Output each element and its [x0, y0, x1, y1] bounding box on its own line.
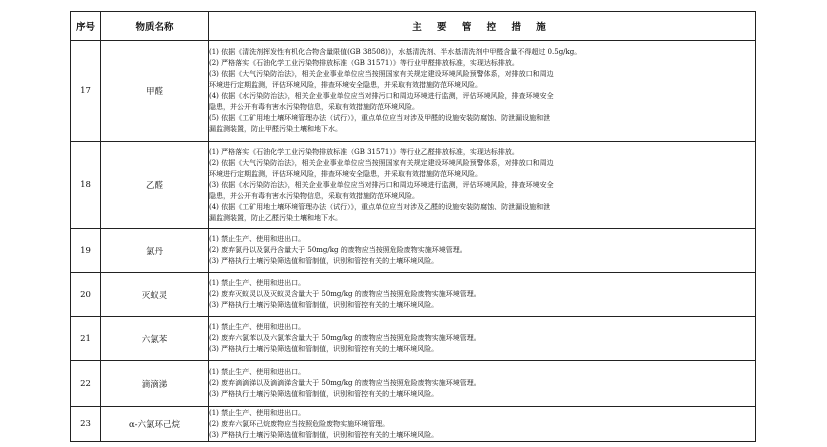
- serial-number-cell: 20: [71, 273, 101, 317]
- serial-number-cell: 19: [71, 229, 101, 273]
- measure-line: (2) 废弃六氯苯以及六氯苯含量大于 50mg/kg 的废物应当按照危险废物实施环境管理。: [209, 334, 481, 342]
- serial-number-cell: 21: [71, 317, 101, 361]
- measure-line: (3) 严格执行土壤污染筛选值和管制值，识别和管控有关的土壤环境风险。: [209, 345, 439, 353]
- table-row: [71, 407, 756, 442]
- control-measures-cell: [209, 142, 756, 229]
- measure-line: 漏监测装置，防止甲醛污染土壤和地下水。: [209, 125, 342, 133]
- substance-name-cell: 六氯苯: [101, 317, 209, 361]
- measure-line: (3) 严格执行土壤污染筛选值和管制值，识别和管控有关的土壤环境风险。: [209, 430, 439, 439]
- serial-number-cell: 23: [71, 407, 101, 442]
- table-row: [71, 273, 756, 317]
- substance-name-cell: 乙醛: [101, 142, 209, 229]
- control-measures-cell: [209, 317, 756, 361]
- measure-line: (4) 依据《工矿用地土壤环境管理办法（试行）》，重点单位应当对涉及乙醛的设施安装防腐蚀、防泄漏设施和泄: [209, 202, 551, 211]
- measure-line: (2) 废弃六氯环己烷废物应当按照危险废物实施环境管理。: [209, 419, 390, 428]
- substance-name-cell: 氯丹: [101, 229, 209, 273]
- measure-line: (2) 废弃滴滴涕以及滴滴涕含量大于 50mg/kg 的废物应当按照危险废物实施环境管理。: [209, 379, 481, 387]
- measure-line: (3) 严格执行土壤污染筛选值和管制值，识别和管控有关的土壤环境风险。: [209, 257, 439, 265]
- measure-line: 漏监测装置，防止乙醛污染土壤和地下水。: [209, 213, 342, 222]
- substance-name-cell: 甲醛: [101, 41, 209, 142]
- measure-line: (3) 依据《水污染防治法》，相关企业事业单位应当对排污口和周边环境进行监测，评估环境风险，排查环境安全: [209, 180, 554, 189]
- measure-line: 隐患，并公开有毒有害水污染物信息，采取有效措施防范环境风险。: [209, 191, 419, 200]
- control-measures-cell: [209, 41, 756, 142]
- control-measures-cell: [209, 361, 756, 407]
- measure-line: (3) 严格执行土壤污染筛选值和管制值，识别和管控有关的土壤环境风险。: [209, 301, 439, 309]
- measure-line: (4) 依据《水污染防治法》，相关企业事业单位应当对排污口和周边环境进行监测，评估环境风险，排查环境安全: [209, 92, 554, 100]
- header-control-measures: 主 要 管 控 措 施: [209, 12, 756, 41]
- serial-number-cell: 17: [71, 41, 101, 142]
- header-serial-number: 序号: [71, 12, 101, 41]
- measure-line: 隐患，并公开有毒有害水污染物信息，采取有效措施防范环境风险。: [209, 103, 419, 111]
- measure-line: (1) 禁止生产、使用和进出口。: [209, 323, 306, 331]
- substance-name-cell: α-六氯环己烷: [101, 407, 209, 442]
- measure-line: (5) 依据《工矿用地土壤环境管理办法（试行）》，重点单位应当对涉及甲醛的设施安装防腐蚀、防泄漏设施和泄: [209, 114, 551, 122]
- control-measures-cell: [209, 229, 756, 273]
- table-header-row: [71, 12, 756, 41]
- measure-line: 环境进行定期监测，评估环境风险，排查环境安全隐患，并采取有效措施防范环境风险。: [209, 81, 482, 89]
- table-row: [71, 41, 756, 142]
- serial-number-cell: 22: [71, 361, 101, 407]
- substance-name-cell: 灭蚁灵: [101, 273, 209, 317]
- substance-control-table: [70, 11, 756, 442]
- measure-line: (1) 严格落实《石油化学工业污染物排放标准（GB 31571）》等行业乙醛排放标准，实现达标排放。: [209, 147, 519, 156]
- measure-line: (1) 禁止生产、使用和进出口。: [209, 408, 306, 417]
- measure-line: (2) 依据《大气污染防治法》，相关企业事业单位应当按照国家有关规定建设环境风险预警体系，对排放口和周边: [209, 158, 554, 167]
- measure-line: (1) 禁止生产、使用和进出口。: [209, 279, 306, 287]
- table-row: [71, 317, 756, 361]
- measure-line: (2) 废弃灭蚁灵以及灭蚁灵含量大于 50mg/kg 的废物应当按照危险废物实施环境管理。: [209, 290, 481, 298]
- table-body: [71, 41, 756, 442]
- measure-line: 环境进行定期监测，评估环境风险，排查环境安全隐患，并采取有效措施防范环境风险。: [209, 169, 482, 178]
- measure-line: (3) 依据《大气污染防治法》，相关企业事业单位应当按照国家有关规定建设环境风险预警体系，对排放口和周边: [209, 70, 554, 78]
- measure-line: (3) 严格执行土壤污染筛选值和管制值，识别和管控有关的土壤环境风险。: [209, 390, 439, 398]
- control-measures-cell: [209, 273, 756, 317]
- substance-name-cell: 滴滴涕: [101, 361, 209, 407]
- measure-line: (2) 严格落实《石油化学工业污染物排放标准（GB 31571）》等行业甲醛排放标准，实现达标排放。: [209, 59, 519, 67]
- table-row: [71, 142, 756, 229]
- measure-line: (1) 依据《清洗剂挥发性有机化合物含量限值(GB 38508)》，水基清洗剂、半水基清洗剂中甲醛含量不得超过 0.5g/kg。: [209, 48, 582, 56]
- control-measures-cell: [209, 407, 756, 442]
- measure-line: (2) 废弃氯丹以及氯丹含量大于 50mg/kg 的废物应当按照危险废物实施环境管理。: [209, 246, 467, 254]
- serial-number-cell: 18: [71, 142, 101, 229]
- header-substance-name: 物质名称: [101, 12, 209, 41]
- measure-line: (1) 禁止生产、使用和进出口。: [209, 368, 306, 376]
- table-row: [71, 361, 756, 407]
- table-row: [71, 229, 756, 273]
- measure-line: (1) 禁止生产、使用和进出口。: [209, 235, 306, 243]
